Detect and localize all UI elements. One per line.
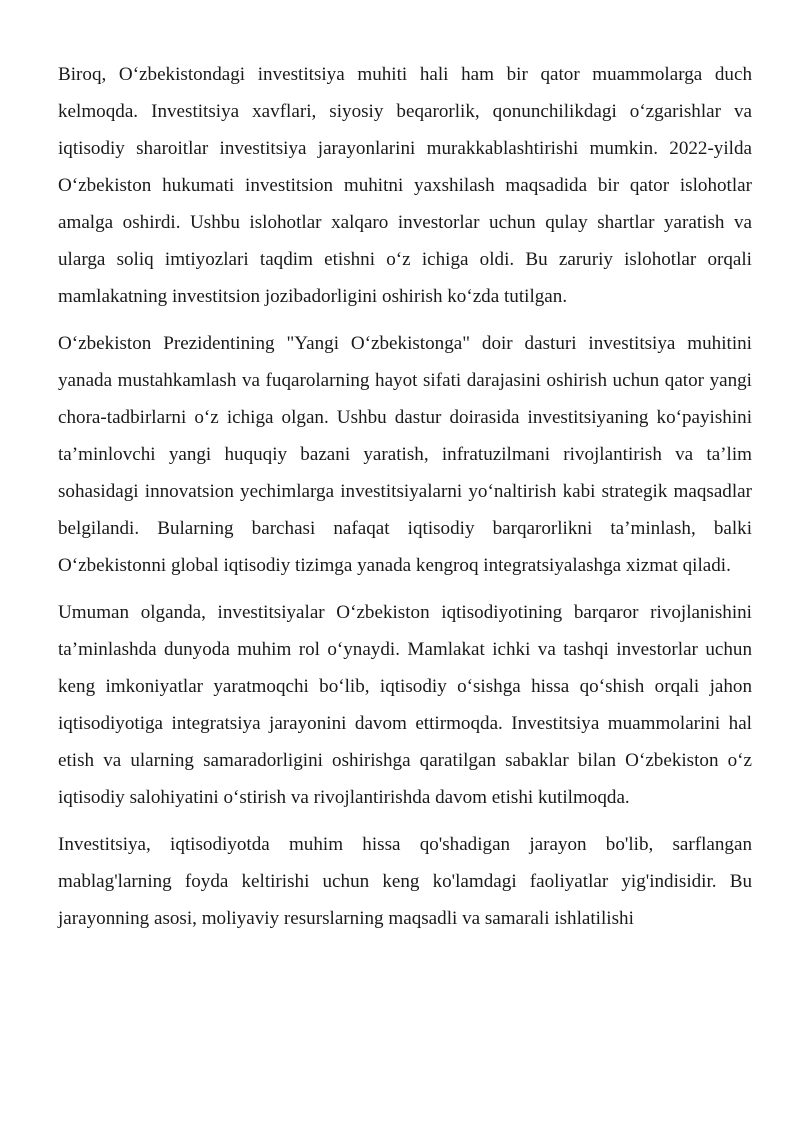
- document-page: [58, 56, 752, 947]
- paragraph-1: Biroq, O‘zbekistondagi investitsiya muhiti hali ham bir qator muammolarga duch kelmoqda. Investitsiya xavflari, siyosiy beqarorlik, qonunchilikdagi o‘zgarishlar va iqtisodiy sharoitlar investitsiya jarayonlarini murakkablashtirishi mumkin. 2022-yilda O‘zbekiston hukumati investitsion muhitni yaxshilash maqsadida bir qator islohotlar amalga oshirdi. Ushbu islohotlar xalqaro investorlar uchun qulay shartlar yaratish va ularga soliq imtiyozlari taqdim etishni o‘z ichiga oldi. Bu zaruriy islohotlar orqali mamlakatning investitsion jozibadorligini oshirish ko‘zda tutilgan.: [58, 64, 752, 307]
- paragraph-4: Investitsiya, iqtisodiyotda muhim hissa qo'shadigan jarayon bo'lib, sarflangan mablag'larning foyda keltirishi uchun keng ko'lamdagi faoliyatlar yig'indisidir. Bu jarayonning asosi, moliyaviy resurslarning maqsadli va samarali ishlatilishi: [58, 834, 752, 929]
- paragraph-2: O‘zbekiston Prezidentining "Yangi O‘zbekistonga" doir dasturi investitsiya muhitini yanada mustahkamlash va fuqarolarning hayot sifati darajasini oshirish uchun qator yangi chora-tadbirlarni o‘z ichiga olgan. Ushbu dastur doirasida investitsiyaning ko‘payishini ta’minlovchi yangi huquqiy bazani yaratish, infratuzilmani rivojlantirish va ta’lim sohasidagi innovatsion yechimlarga investitsiyalarni yo‘naltirish kabi strategik maqsadlar belgilandi. Bularning barchasi nafaqat iqtisodiy barqarorlikni ta’minlash, balki O‘zbekistonni global iqtisodiy tizimga yanada kengroq integratsiyalashga xizmat qiladi.: [58, 333, 752, 576]
- paragraph-3: Umuman olganda, investitsiyalar O‘zbekiston iqtisodiyotining barqaror rivojlanishini ta’minlashda dunyoda muhim rol o‘ynaydi. Mamlakat ichki va tashqi investorlar uchun keng imkoniyatlar yaratmoqchi bo‘lib, iqtisodiy o‘sishga hissa qo‘shish orqali jahon iqtisodiyotiga integratsiya jarayonini davom ettirmoqda. Investitsiya muammolarini hal etish va ularning samaradorligini oshirishga qaratilgan sabaklar bilan O‘zbekiston o‘z iqtisodiy salohiyatini o‘stirish va rivojlantirishda davom etishi kutilmoqda.: [58, 602, 752, 808]
